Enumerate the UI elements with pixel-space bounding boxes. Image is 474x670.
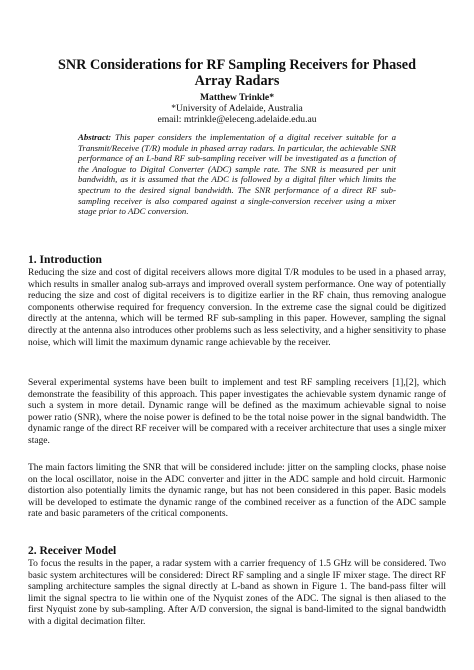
author-affiliation: *University of Adelaide, Australia: [171, 103, 303, 114]
section-heading-receiver-model: 2. Receiver Model: [28, 545, 117, 557]
section-heading-introduction: 1. Introduction: [28, 254, 102, 266]
receiver-model-paragraph-1: To focus the results in the paper, a radar system with a carrier frequency of 1.5 GHz will be considered. Two basic system architectures will be considered: Direct RF sampling and a single IF mixer stage. The direct RF sampling architecture samples the signal directly at L-band as shown in Figure 1. The band-pass filter will limit the signal spectra to lie within one of the Nyquist zones of the ADC. The signal is then aliased to the first Nyquist zone by sub-sampling. After A/D conversion, the signal is band-limited to the signal bandwidth with a digital decimation filter.: [28, 559, 446, 627]
introduction-paragraph-3: The main factors limiting the SNR that will be considered include: jitter on the sampling clocks, phase noise on the local oscillator, noise in the ADC converter and jitter in the ADC sample and hold circuit. Harmonic distortion also potentially limits the dynamic range, but has not been considered in this paper. Basic models will be developed to estimate the dynamic range of the combined receiver as a function of the ADC sample rate and basic parameters of the critical components.: [28, 463, 446, 520]
abstract-text: This paper considers the implementation of a digital receiver suitable for a Transmit/Receive (T/R) module in phased array radars. In particular, the achievable SNR performance of an L-band RF sub-sampling receiver will be investigated as a function of the Analogue to Digital Converter (ADC) sample rate. The SNR is measured per unit bandwidth, as it is assumed that the ADC is followed by a digital filter which limits the spectrum to the desired signal bandwidth. The SNR performance of a direct RF sub-sampling receiver is also compared against a single-conversion receiver using a mixer stage prior to ADC conversion.: [78, 132, 396, 217]
abstract-label: Abstract:: [78, 132, 112, 142]
introduction-paragraph-1: Reducing the size and cost of digital receivers allows more digital T/R modules to be used in a phased array, which results in smaller analog sub-arrays and improved overall system performance. One way of potentially reducing the size and cost of digital receivers is to digitize earlier in the RF chain, thus removing analogue components otherwise required for frequency conversion. In the extreme case the signal could be digitized directly at the antenna, which will be termed RF sub-sampling in this paper. However, sampling the signal directly at the antenna also introduces other problems such as less selectivity, and a higher sensitivity to phase noise, which will limit the maximum dynamic range achievable by the receiver.: [28, 268, 446, 348]
abstract: [78, 132, 396, 217]
author-email: email: mtrinkle@eleceng.adelaide.edu.au: [157, 114, 317, 125]
paper-title: SNR Considerations for RF Sampling Receivers for Phased Array Radars: [58, 57, 416, 89]
author-name: Matthew Trinkle*: [200, 92, 274, 103]
introduction-paragraph-2: Several experimental systems have been built to implement and test RF sampling receivers [1],[2], which demonstrate the feasibility of this approach. This paper investigates the achievable system dynamic range of such a system in more detail. Dynamic range will be defined as the maximum achievable signal to noise power ratio (SNR), where the noise power is defined to be the total noise power in the signal bandwidth. The dynamic range of the direct RF receiver will be compared with a receiver architecture that uses a single mixer stage.: [28, 378, 446, 446]
